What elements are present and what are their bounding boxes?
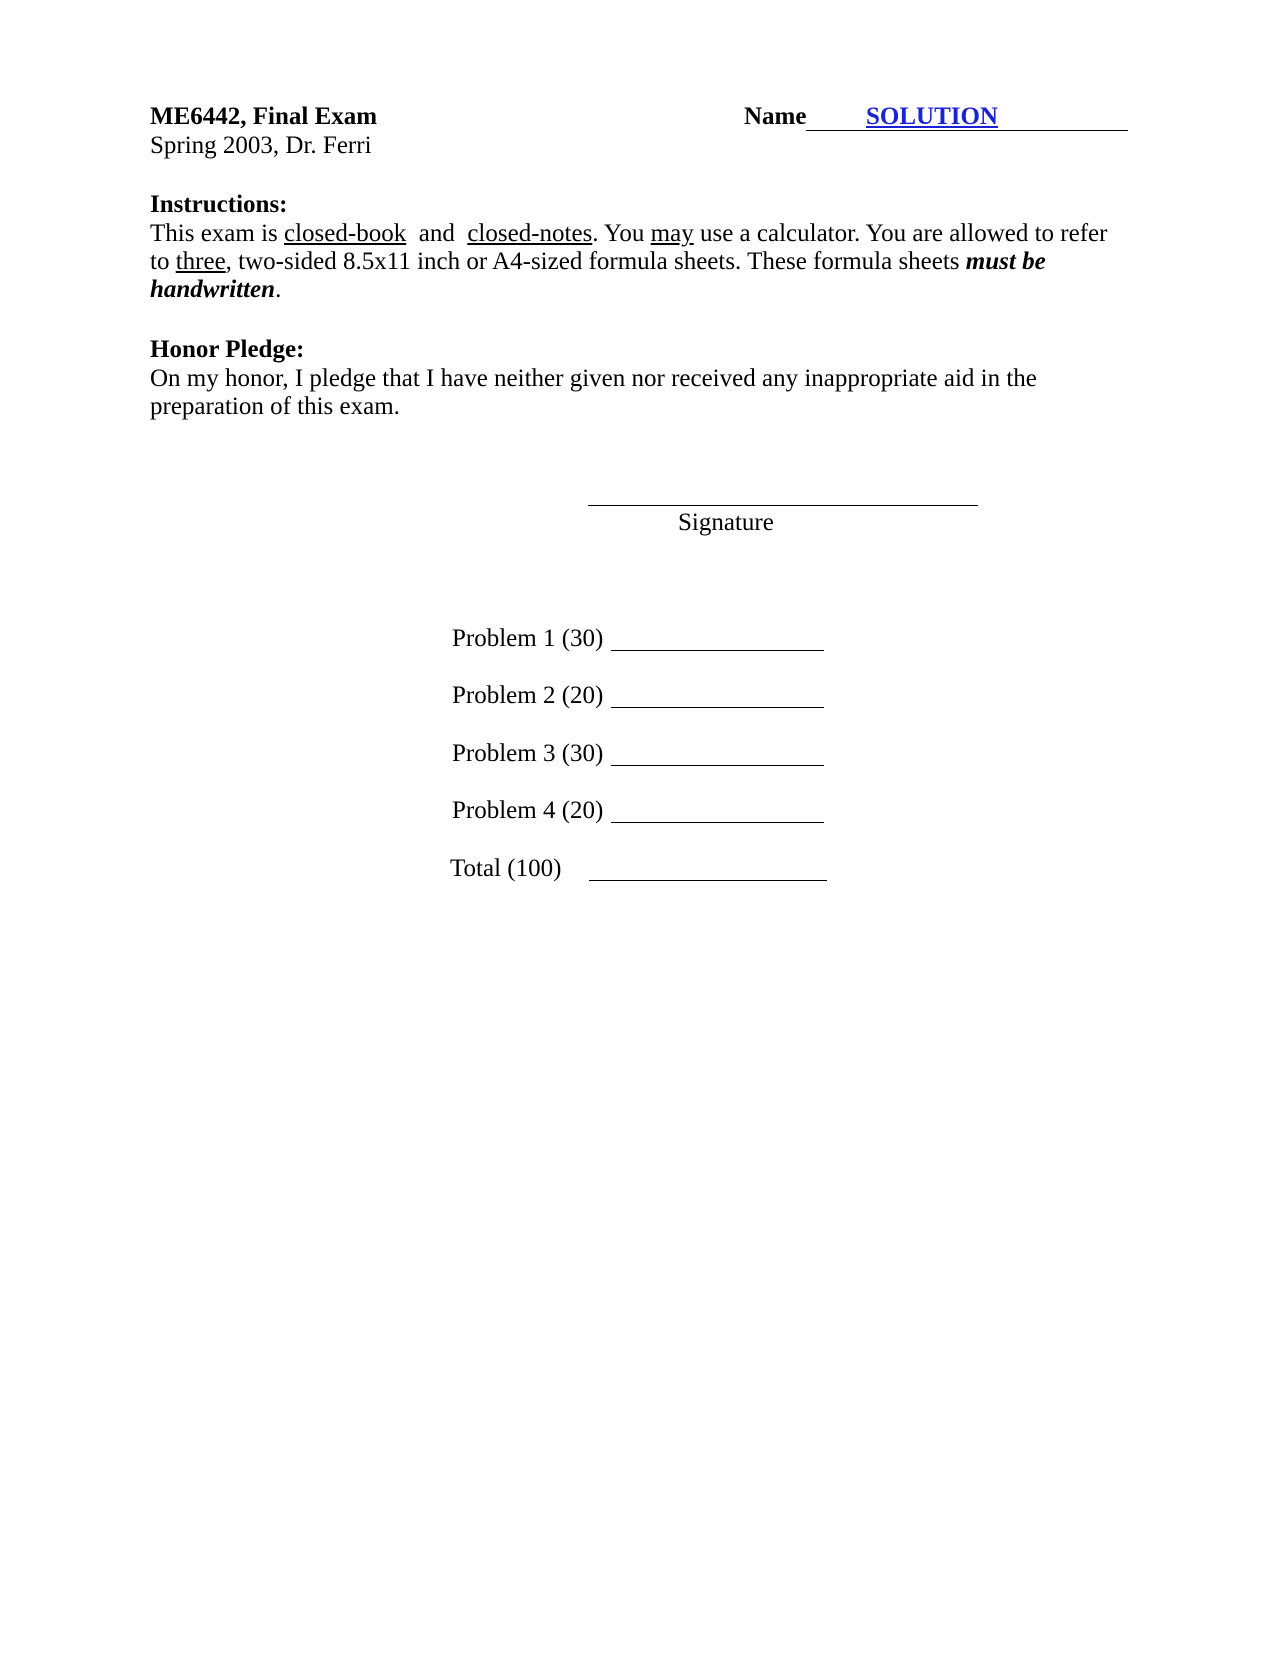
score-row-problem-4 (452, 797, 603, 825)
instructions-text-part: This exam is (150, 220, 285, 247)
name-value: SOLUTION (866, 103, 998, 130)
score-label: Problem 2 (20) (452, 682, 604, 709)
instructions-heading: Instructions: (150, 191, 288, 218)
score-label: Total (100) (450, 855, 562, 882)
score-label: Problem 1 (30) (452, 625, 604, 652)
score-blank-problem-4[interactable] (611, 822, 824, 823)
honor-pledge-heading: Honor Pledge: (150, 336, 305, 363)
score-row-problem-2 (452, 682, 603, 710)
instructions-text-part: and (406, 220, 468, 247)
instructions-text-part: , two-sided 8.5x11 inch or A4-sized formula sheets. These formula sheets (225, 248, 966, 275)
may-text: may (650, 220, 694, 247)
instructions-text-part: use a calculator. You are allowed to refer to (150, 220, 1108, 275)
must-be-handwritten-text: must be handwritten (150, 248, 1046, 303)
score-row-total (450, 855, 561, 883)
closed-notes-text: closed-notes (467, 220, 593, 247)
three-text: three (175, 248, 226, 275)
instructions-text-part: . (275, 276, 282, 303)
score-row-problem-1 (452, 625, 603, 653)
score-blank-problem-2[interactable] (611, 707, 824, 708)
score-blank-total[interactable] (589, 880, 827, 881)
score-label: Problem 4 (20) (452, 797, 604, 824)
term-instructor: Spring 2003, Dr. Ferri (150, 132, 372, 159)
instructions-text (150, 220, 1130, 304)
honor-pledge-text: On my honor, I pledge that I have neither given nor received any inappropriate aid in the preparation of this exam. (150, 365, 1037, 420)
closed-book-text: closed-book (284, 220, 407, 247)
course-title: ME6442, Final Exam (150, 103, 378, 130)
score-label: Problem 3 (30) (452, 740, 604, 767)
name-label: Name (744, 103, 807, 130)
signature-line[interactable] (588, 505, 978, 506)
instructions-text-part: . You (592, 220, 651, 247)
score-blank-problem-1[interactable] (611, 650, 824, 651)
signature-label: Signature (678, 509, 774, 536)
score-row-problem-3 (452, 740, 603, 768)
score-blank-problem-3[interactable] (611, 765, 824, 766)
